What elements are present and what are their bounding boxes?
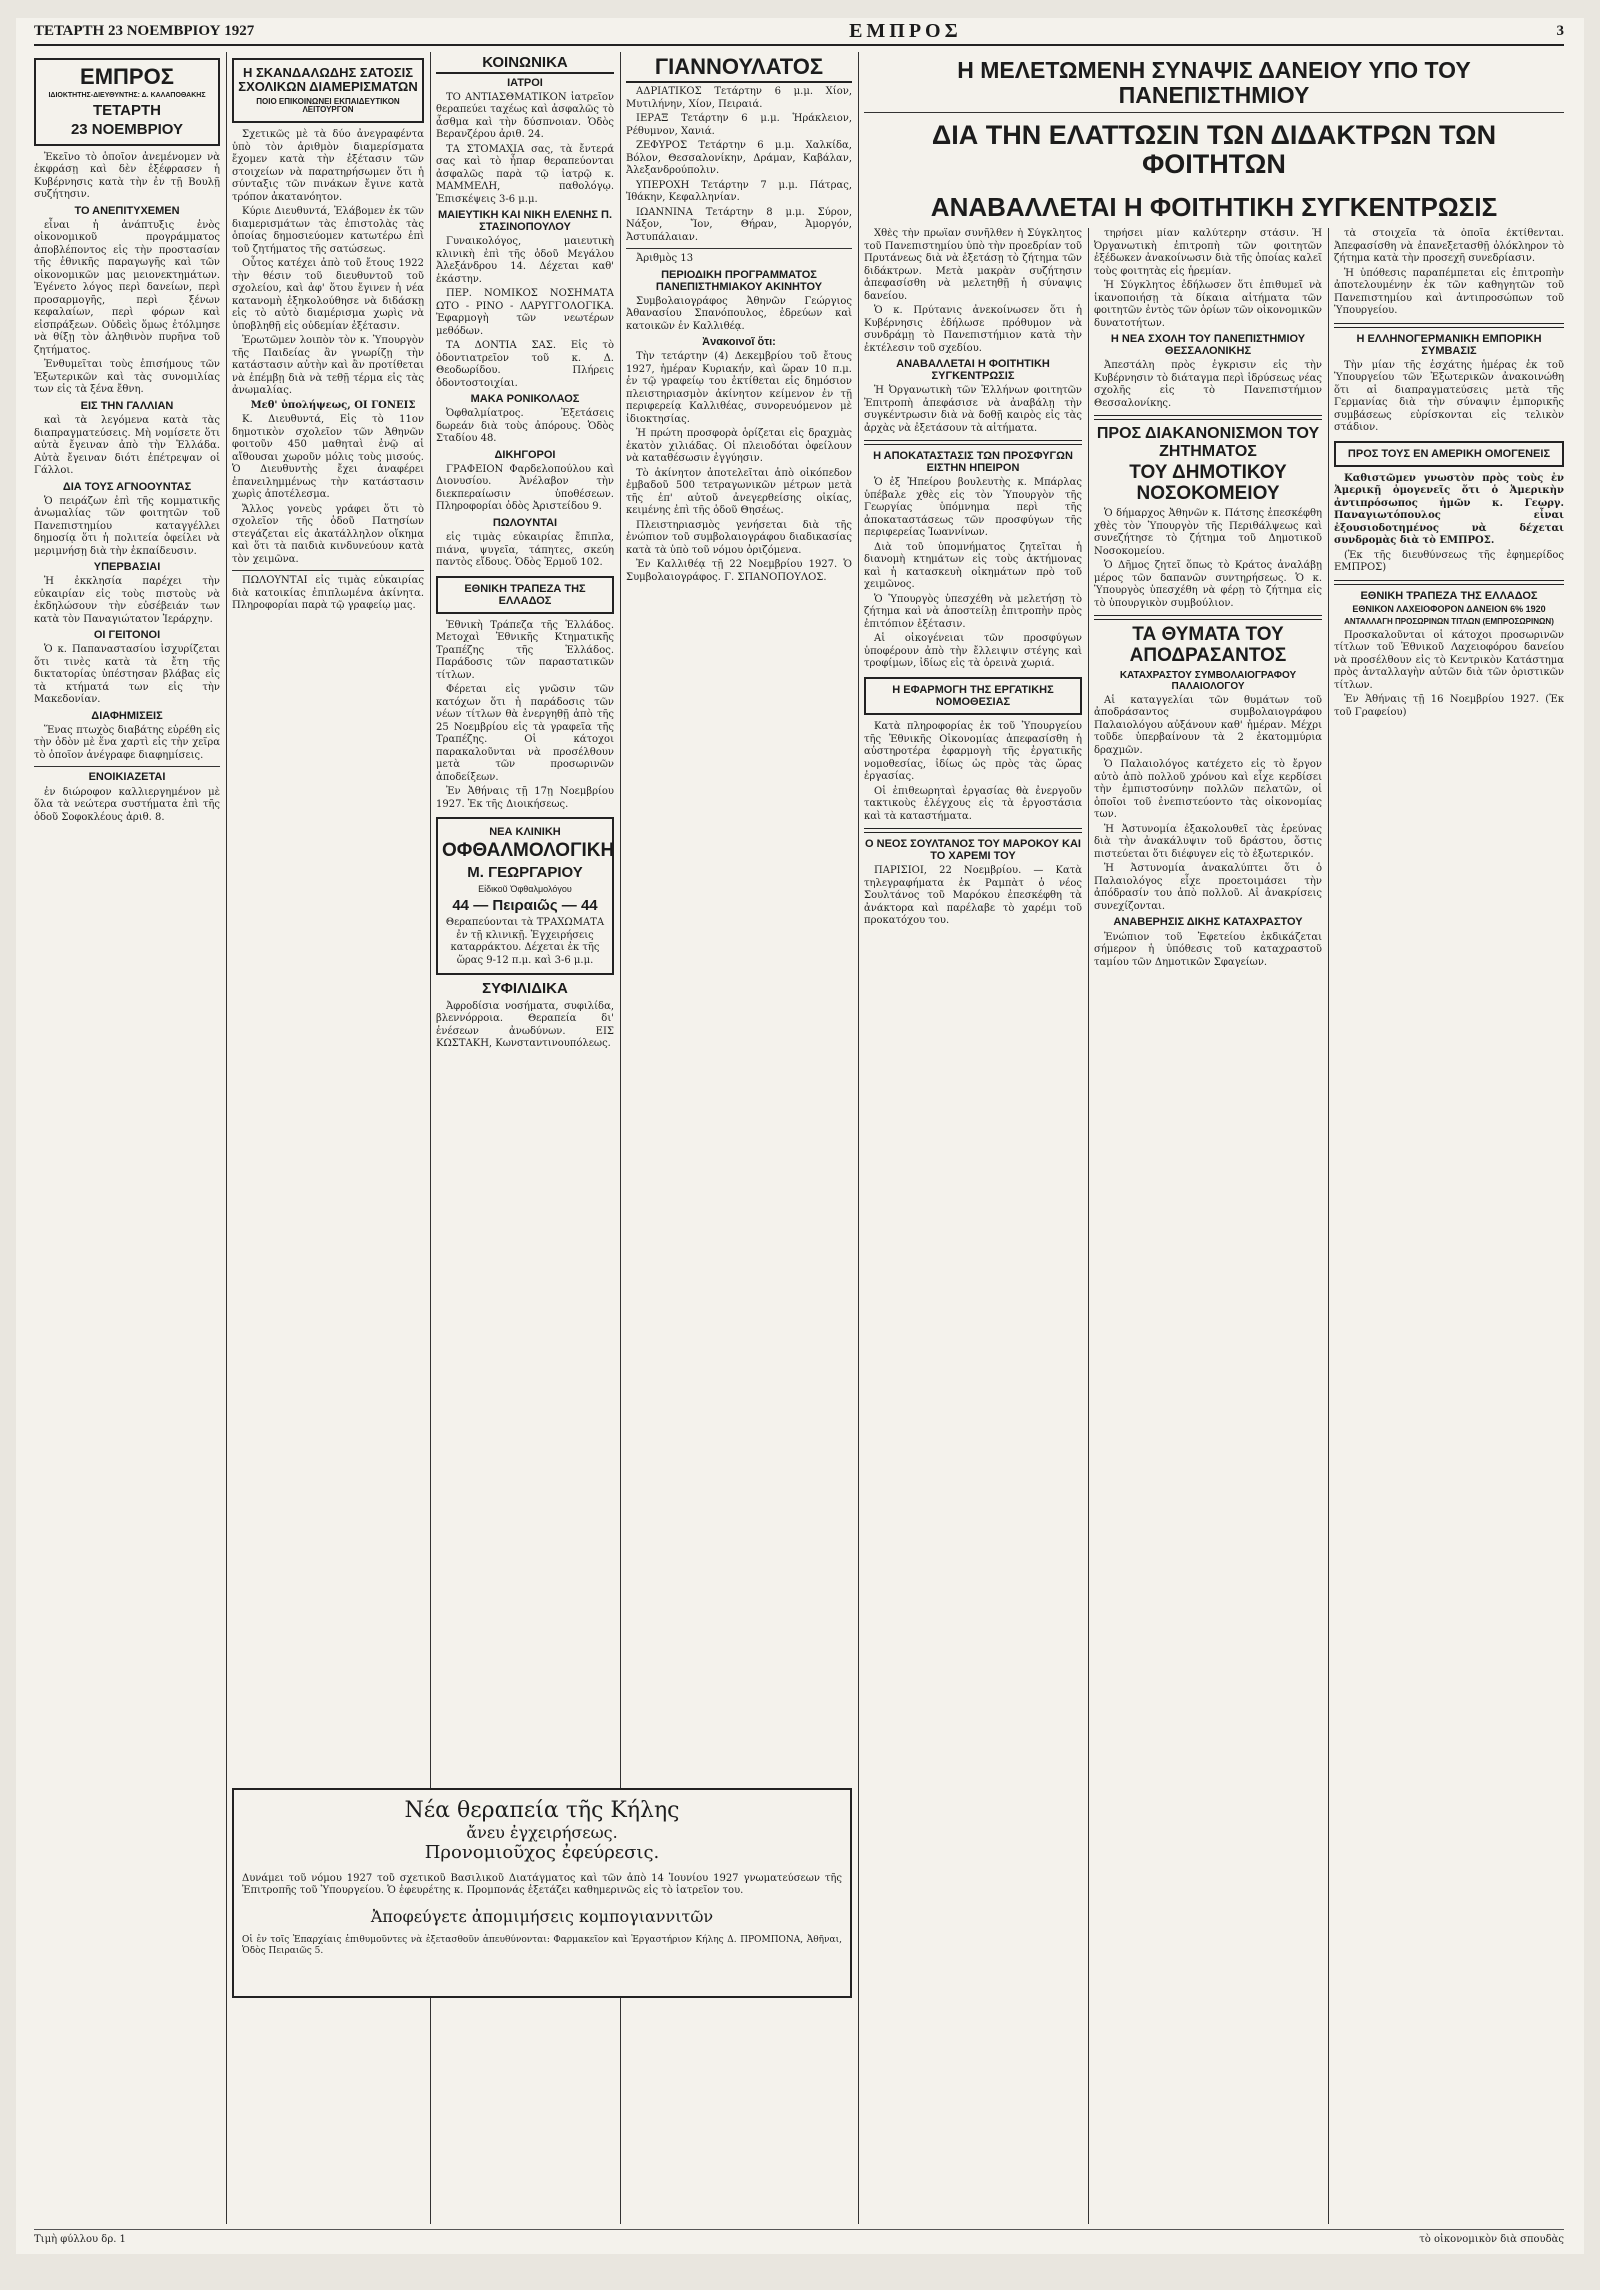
section-heading: Η ΝΕΑ ΣΧΟΛΗ ΤΟΥ ΠΑΝΕΠΙΣΤΗΜΙΟΥ ΘΕΣΣΑΛΟΝΙΚΗΣ (1110, 333, 1306, 358)
article-paragraph: Ὁ κ. Πρύτανις ἀνεκοίνωσεν ὅτι ἡ Κυβέρνησις ἐδήλωσε πρόθυμον νὰ συνδράμῃ τὸ Πανεπιστήμιον κατὰ τὴν ἐκτέλεσιν τοῦ σχεδίου. (864, 305, 1082, 354)
bank-heading: ΕΘΝΙΚΗ ΤΡΑΠΕΖΑ ΤΗΣ ΕΛΛΑΔΟΣ (1360, 589, 1538, 602)
title-box (34, 58, 220, 146)
column-rule (1088, 228, 1089, 2224)
subheadline: ΠΟΙΟ ΕΠΙΚΟΙΝΩΝΕΙ ΕΚΠΑΙΔΕΥΤΙΚΟΝ ΛΕΙΤΟΥΡΓΟΝ (256, 96, 400, 115)
ad-paragraph: ΓΡΑΦΕΙΟΝ Φαρδελοπούλου καὶ Διονυσίου. Ἀνέλαβον τὴν διεκπεραίωσιν ὑποθέσεων. Πληροφορίαι ὁδὸς Ἀριστείδου 9. (436, 463, 614, 513)
editorial-paragraph: Ὁ πειράζων ἐπὶ τῆς κομματικῆς ἀνωμαλίας τῶν φοιτητῶν τοῦ Πανεπιστημίου καταγγέλλει δημοσίᾳ ὅτι ἡ πολιτεία ὀφείλει νὰ μεριμνήσῃ διὰ τὴν ἐκπαίδευσιν. (34, 495, 220, 557)
article-paragraph: Ὁ Δῆμος ζητεῖ ὅπως τὸ Κράτος ἀναλάβῃ μέρος τῶν δαπανῶν συντηρήσεως. Ὁ κ. Ὑπουργὸς ὑπεσχέθη νὰ φέρῃ τὸ ζήτημα εἰς τὸ ὑπουργικὸν συμβούλιον. (1094, 560, 1322, 609)
bank-paragraph: Προσκαλοῦνται οἱ κάτοχοι προσωρινῶν τίτλων τοῦ Ἐθνικοῦ Λαχειοφόρου δανείου νὰ προσέλθουν εἰς τὸ Κεντρικὸν Κατάστημα πρὸς ἀνταλλαγὴν αὐτῶν διὰ τῶν ὁριστικῶν τίτλων. (1334, 629, 1564, 691)
divider (232, 570, 424, 571)
article-paragraph: Χθὲς τὴν πρωΐαν συνῆλθεν ἡ Σύγκλητος τοῦ Πανεπιστημίου ὑπὸ τὴν προεδρίαν τοῦ Πρυτάνεως διὰ νὰ ἐξετάσῃ τὸ ζήτημα τῶν διδάκτρων. Μετὰ μακρὰν συζήτησιν ἀπεφασίσθη νὰ μελετηθῇ ἡ σύναψις δανείου. (864, 228, 1082, 302)
article-headline: Ο ΝΕΟΣ ΣΟΥΛΤΑΝΟΣ ΤΟΥ ΜΑΡΟΚΟΥ ΚΑΙ ΤΟ ΧΑΡΕΜΙ ΤΟΥ (865, 838, 1081, 863)
victims-headline-1: ΤΑ ΘΥΜΑΤΑ ΤΟΥ ΑΠΟΔΡΑΣΑΝΤΟΣ (1129, 624, 1287, 667)
article-paragraph: Ὁ Παλαιολόγος κατέχετο εἰς τὸ ἔργον αὐτὸ ἀπὸ πολλοῦ χρόνου καὶ εἶχε κερδίσει τὴν ἐμπιστοσύνην πολλῶν πελατῶν, οἱ ὁποῖοι τοῦ ἐνεπιστεύοντο τὰς οἰκονομίας των. (1094, 759, 1322, 821)
article-paragraph: Ἡ Ἀστυνομία ἐξακολουθεῖ τὰς ἐρεύνας διὰ τὴν ἀνακάλυψιν τοῦ δράστου, ὅστις πιστεύεται ὅτι διέφυγεν εἰς τὸ ἐξωτερικόν. (1094, 823, 1322, 860)
bank-subheading: ΕΘΝΙΚΟΝ ΛΑΧΕΙΟΦΟΡΟΝ ΔΑΝΕΙΟΝ 6% 1920 (1352, 603, 1546, 614)
article-paragraph: Κατὰ πληροφορίας ἐκ τοῦ Ὑπουργείου τῆς Ἐθνικῆς Οἰκονομίας ἀπεφασίσθη ἡ αὐστηροτέρα ἐφαρμογὴ τῆς ἐργατικῆς νομοθεσίας, ἰδίως ὡς πρὸς τὰς ὥρας ἐργασίας. (864, 721, 1082, 783)
shipping-line: ΖΕΦΥΡΟΣ Τετάρτην 6 μ.μ. Χαλκίδα, Βόλον, Θεσσαλονίκην, Δράμαν, Καβάλαν, Ἀλεξανδρούπολιν. (626, 140, 852, 177)
section-header: ΚΟΙΝΩΝΙΚΑ (436, 55, 614, 74)
column-rule (1328, 228, 1329, 2224)
column-editorial (34, 52, 220, 2224)
editorial-paragraph: Ἕνας πτωχὸς διαβάτης εὑρέθη εἰς τὴν ὁδὸν μὲ ἕνα χαρτὶ εἰς τὴν χεῖρα τὸ ὁποῖον ἀνέγραφε διαφημίσεις. (34, 724, 220, 761)
shipping-line: ΙΩΑΝΝΙΝΑ Τετάρτην 8 μ.μ. Σύρον, Νάξον, Ἴον, Θήραν, Ἀμοργόν, Ἀστυπάλαιαν. (626, 206, 852, 243)
article-paragraph: Ἐρωτῶμεν λοιπὸν τὸν κ. Ὑπουργὸν τῆς Παιδείας ἂν γνωρίζῃ τὴν κατάστασιν αὐτὴν καὶ ἂν προτίθεται νὰ ἐπέμβῃ διὰ νὰ τεθῇ τέρμα εἰς τὰς ἀνωμαλίας. (232, 335, 424, 397)
divider (864, 828, 1082, 833)
lead-headline-3: ΑΝΑΒΑΛΛΕΤΑΙ Η ΦΟΙΤΗΤΙΚΗ ΣΥΓΚΕΝΤΡΩΣΙΣ (864, 188, 1564, 222)
article-paragraph: Ἡ Ὀργανωτικὴ τῶν Ἑλλήνων φοιτητῶν Ἐπιτροπὴ ἀπεφάσισε νὰ ἀναβάλῃ τὴν συγκέντρωσιν διὰ νὰ δοθῇ καιρὸς εἰς τὰς ἀρχὰς νὰ ἐξετάσουν τὰ αἰτήματα. (864, 385, 1082, 434)
lead-headline-2: ΔΙΑ ΤΗΝ ΕΛΑΤΤΩΣΙΝ ΤΩΝ ΔΙΔΑΚΤΡΩΝ ΤΩΝ ΦΟΙΤΗΤΩΝ (931, 119, 1497, 180)
america-heading-box (1334, 441, 1564, 467)
hernia-ad-body: Δυνάμει τοῦ νόμου 1927 τοῦ σχετικοῦ Βασιλικοῦ Διατάγματος καὶ τῶν ἀπὸ 14 Ἰουνίου 1927 γνωματεύσεων τῆς Ἐπιτροπῆς τοῦ Ὑπουργείου. Ὁ ἐφευρέτης κ. Προμπονάς ἐξετάζει καθημερινῶς εἰς τὸ ἰατρεῖον του. (242, 1873, 842, 1896)
article-paragraph: Αἱ οἰκογένειαι τῶν προσφύγων ὑποφέρουν ἀπὸ τὴν ἔλλειψιν στέγης καὶ τροφίμων, ἰδίως εἰς τὰ ὀρεινὰ χωριά. (864, 633, 1082, 670)
editorial-paragraph: Ἡ ἐκκλησία παρέχει τὴν εὐκαιρίαν εἰς τοὺς πιστοὺς νὰ ἐκδηλώσουν τὴν εὐσέβειάν των κατὰ τὸν Παναγιώτατον Ἱεράρχην. (34, 576, 220, 625)
notice-paragraph: Ἐν Καλλιθέᾳ τῇ 22 Νοεμβρίου 1927. Ὁ Συμβολαιογράφος. Γ. ΣΠΑΝΟΠΟΥΛΟΣ. (626, 559, 852, 583)
section-heading: ΤΟ ΑΝΕΠΙΤΥΧΕΜΕΝ (74, 204, 180, 217)
shipping-line: ΥΠΕΡΟΧΗ Τετάρτην 7 μ.μ. Πάτρας, Ἰθάκην, Κεφαλληνίαν. (626, 179, 852, 204)
clinic-ad-box (436, 817, 614, 975)
victims-headline-2: ΚΑΤΑΧΡΑΣΤΟΥ ΣΥΜΒΟΛΑΙΟΓΡΑΦΟΥ ΠΑΛΑΙΟΛΟΓΟΥ (1119, 669, 1297, 692)
date-line: ΤΕΤΑΡΤΗ 23 ΝΟΕΜΒΡΙΟΥ 1927 (34, 22, 255, 39)
article-paragraph: Ἡ Σύγκλητος ἐδήλωσεν ὅτι ἐπιθυμεῖ νὰ ἱκανοποιήσῃ τὰ δίκαια αἰτήματα τῶν φοιτητῶν ἐντὸς τῶν ὁρίων τῶν οἰκονομικῶν δυνατοτήτων. (1094, 280, 1322, 329)
ad-paragraph: Ὀφθαλμίατρος. Ἐξετάσεις δωρεάν διὰ τοὺς ἀπόρους. Ὁδὸς Σταδίου 48. (436, 408, 614, 445)
divider (1094, 615, 1322, 620)
newspaper-page (16, 18, 1584, 2254)
hernia-ad-address: Οἱ ἐν τοῖς Ἐπαρχίαις ἐπιθυμοῦντες νὰ ἐξετασθοῦν ἀπευθύνονται: Φαρμακεῖον καὶ Ἐργαστήριον Κήλης Δ. ΠΡΟΜΠΟΝΑ, Ἀθῆναι, Ὁδὸς Πειραιῶς 5. (242, 1935, 842, 1956)
editorial-paragraph: εἶναι ἡ ἀνάπτυξις ἑνὸς οἰκονομικοῦ προγράμματος ἀποβλέποντος εἰς τὴν προστασίαν τῆς ἐθνικῆς παραγωγῆς καὶ τῶν οἰκονομικῶν μας μειονεκτημάτων. Ἐγένετο λόγος περὶ δανείων, περὶ προσαρμογῆς, περὶ ξένων κεφαλαίων, περὶ φόρων καὶ εἰσπράξεων. Οὐδεὶς ὅμως ἐτόλμησε νὰ θίξῃ τὸν ἀληθινὸν πυρῆνα τοῦ ζητήματος. (34, 219, 220, 356)
article-paragraph: (Ἐκ τῆς διευθύνσεως τῆς ἐφημερίδος ΕΜΠΡΟΣ) (1334, 549, 1564, 574)
notice-paragraph: Συμβολαιογράφος Ἀθηνῶν Γεώργιος Ἀθανασίου Σπανόπουλος, ἐδρεύων καὶ κατοικῶν ἐν Καλλιθέᾳ. (626, 295, 852, 332)
ad-paragraph: ΤΑ ΣΤΟΜΑΧΙΑ σας, τὰ ἔντερά σας καὶ τὸ ἧπαρ θεραπεύονται ἀσφαλῶς παρὰ τῷ ἰατρῷ κ. ΜΑΜΜΕΛΗ, παθολόγῳ. Ἐπισκέψεις 3-6 μ.μ. (436, 143, 614, 205)
shipping-header: ΓΙΑΝΝΟΥΛΑΤΟΣ (626, 55, 852, 83)
bank-subheading-2: ΑΝΤΑΛΛΑΓΗ ΠΡΟΣΩΡΙΝΩΝ ΤΙΤΛΩΝ (ΕΜΠΡΟΣΩΡΙΝΩΝ) (1344, 616, 1554, 626)
divider (626, 248, 852, 249)
divider (1094, 415, 1322, 420)
section-heading: ΟΙ ΓΕΙΤΟΝΟΙ (93, 629, 161, 642)
ad-paragraph: Γυναικολόγος, μαιευτικὴ κλινικὴ ἐπὶ τῆς ὁδοῦ Μεγάλου Ἀλεξάνδρου 14. Δέχεται καθ' ἑκάστην. (436, 236, 614, 285)
paper-name: ΕΜΠΡΟΣ (849, 19, 962, 42)
column-hospital (1094, 228, 1322, 2224)
section-heading: ΕΝΟΙΚΙΑΖΕΤΑΙ (88, 771, 166, 784)
bank-paragraph: Ἐθνικὴ Τράπεζα τῆς Ἑλλάδος. Μετοχαὶ Ἐθνικῆς Κτηματικῆς Τραπέζης τῆς Ἑλλάδος. Παράδοσις τῶν παραστατικῶν τίτλων. (436, 619, 614, 681)
bank-heading-box (436, 576, 614, 614)
section-heading: ΑΝΑΒΕΡΗΣΙΣ ΔΙΚΗΣ ΚΑΤΑΧΡΑΣΤΟΥ (1113, 916, 1303, 929)
ad-paragraph: ΤΟ ΑΝΤΙΑΣΘΜΑΤΙΚΟΝ ἰατρεῖον θεραπεύει ταχέως καὶ ἀσφαλῶς τὸ ἆσθμα καὶ τὴν δύσπνοιαν. Ὁδὸς Βερανζέρου ἀριθ. 24. (436, 91, 614, 141)
article-paragraph: ΠΑΡΙΣΙΟΙ, 22 Νοεμβρίου. — Κατὰ τηλεγραφήματα ἐκ Ραμπὰτ ὁ νέος Σουλτάνος τοῦ Μαρόκου ἐπεσκέφθη τὰ ἀνάκτορα καὶ παρέλαβε τὸ χαρέμι τοῦ προκατόχου του. (864, 865, 1082, 927)
article-paragraph: Διὰ τοῦ ὑπομνήματος ζητεῖται ἡ διανομὴ κτημάτων εἰς τοὺς ἀκτήμονας καὶ ἡ κατασκευὴ οἰκημάτων πρὸ τοῦ χειμῶνος. (864, 541, 1082, 591)
bank-heading: ΕΘΝΙΚΗ ΤΡΑΠΕΖΑ ΤΗΣ ΕΛΛΑΔΟΣ (464, 582, 586, 607)
notice-paragraph: Τὴν τετάρτην (4) Δεκεμβρίου τοῦ ἔτους 1927, ἡμέραν Κυριακήν, καὶ ὥραν 10 π.μ. ἐν τῷ γραφείῳ του ἐκτίθεται εἰς δημόσιον πλειστηριασμὸν ἀκίνητον κείμενον ἐν τῇ περιφερείᾳ Καλλιθέας, συνορευόμενον μὲ ἰδιοκτησίας. (626, 351, 852, 425)
editor-line: ΙΔΙΟΚΤΗΤΗΣ-ΔΙΕΥΘΥΝΤΗΣ: Δ. ΚΑΛΑΠΟΘΑΚΗΣ (48, 92, 206, 100)
headline: Η ΣΚΑΝΔΑΛΩΔΗΣ ΣΑΤΟΣΙΣ ΣΧΟΛΙΚΩΝ ΔΙΑΜΕΡΙΣΜΑΤΩΝ (238, 65, 418, 95)
article-paragraph: Σχετικῶς μὲ τὰ δύο ἀνεγραφέντα ὑπὸ τὸν ἀριθμὸν διαμερίσματα ἔχομεν κατὰ τὴν ἐξέτασιν τῶν στοιχείων νὰ παρατηρήσωμεν ὅτι ἡ σύνταξις τῶν πινάκων ἔγινε κατὰ τρόπον ἀκατανόητον. (232, 129, 424, 203)
headline-box (232, 58, 424, 123)
article-headline: Η ΑΠΟΚΑΤΑΣΤΑΣΙΣ ΤΩΝ ΠΡΟΣΦΥΓΩΝ ΕΙΣΤΗΝ ΗΠΕΙΡΟΝ (873, 450, 1073, 475)
clinic-specialty: Εἰδικοῦ Ὀφθαλμολόγου (478, 883, 572, 894)
article-paragraph: τηρήσει μίαν καλύτερην στάσιν. Ἡ Ὀργανωτικὴ ἐπιτροπὴ τῶν φοιτητῶν ἐξέδωκεν ἀνακοίνωσιν διὰ τῆς ὁποίας καλεῖ τοὺς φοιτητὰς εἰς ἡρεμίαν. (1094, 228, 1322, 277)
footer-right: τὸ οἰκονομικὸν διὰ σπουδὰς (1419, 2233, 1564, 2245)
clinic-line: ΝΕΑ ΚΛΙΝΙΚΗ (489, 826, 561, 839)
divider (1334, 323, 1564, 328)
notice-paragraph: Πλειστηριασμὸς γενήσεται διὰ τῆς ἐνώπιον τοῦ συμβολαιογράφου διαδικασίας κατὰ τὰ ὑπὸ τοῦ νόμου ὁριζόμενα. (626, 519, 852, 556)
editorial-paragraph: καὶ τὰ λεγόμενα κατὰ τὰς διαπραγματεύσεις. Μὴ νομίσετε ὅτι αὐτὰ ἔγειναν ἀπὸ τὴν Ἑλλάδα. Αὐτὰ ἔγειναν διότι ἐπέτρεψαν οἱ Γάλλοι. (34, 415, 220, 477)
article-paragraph: Κ. Διευθυντά, Εἰς τὸ 11ον δημοτικὸν σχολεῖον τῶν Ἀθηνῶν φοιτοῦν 450 μαθηταὶ ἐνῷ αἱ αἴθουσαι χωροῦν μόλις τοὺς μισούς. Ὁ Διευθυντὴς ἔχει ἀναφέρει ἐπανειλημμένως τὴν κατάστασιν χωρὶς ἀποτέλεσμα. (232, 414, 424, 501)
ad-paragraph: Ἀφροδίσια νοσήματα, συφιλίδα, βλεννόρροια. Θεραπεία δι' ἐνέσεων ἀνωδύνων. ΕΙΣ ΚΩΣΤΑΚΗ, Κωνσταντινουπόλεως. (436, 1000, 614, 1050)
article-headline: Η ΕΦΑΡΜΟΓΗ ΤΗΣ ΕΡΓΑΤΙΚΗΣ ΝΟΜΟΘΕΣΙΑΣ (892, 683, 1054, 708)
column-rule (226, 52, 227, 2224)
section-heading: ΑΝΑΒΑΛΛΕΤΑΙ Η ΦΟΙΤΗΤΙΚΗ ΣΥΓΚΕΝΤΡΩΣΙΣ (896, 358, 1050, 383)
article-headline: Η ΕΛΛΗΝΟΓΕΡΜΑΝΙΚΗ ΕΜΠΟΡΙΚΗ ΣΥΜΒΑΣΙΣ (1356, 332, 1542, 357)
article-paragraph: Κύριε Διευθυντά, Ἐλάβομεν ἐκ τῶν διαμερισμάτων τὰς ἐπιστολὰς τὰς ὁποίας δημοσιεύομεν κατωτέρω ἐπὶ τοῦ ζητήματος τῆς σατώσεως. (232, 206, 424, 255)
ad-paragraph: εἰς τιμὰς εὐκαιρίας ἔπιπλα, πιάνα, ψυγεῖα, τάπητες, σκεύη παντὸς εἴδους. Ὁδὸς Ἑρμοῦ 102. (436, 532, 614, 569)
ad-heading: ΜΑΚΑ ΡΟΝΙΚΟΛΑΟΣ (470, 393, 580, 406)
section-heading: ΔΙΑ ΤΟΥΣ ΑΓΝΟΟΥΝΤΑΣ (62, 480, 192, 493)
notice-paragraph: ΠΩΛΟΥΝΤΑΙ εἰς τιμὰς εὐκαιρίας διὰ κατοικίας ἐπιπλωμένα ἀκίνητα. Πληροφορίαι παρὰ τῷ γραφείῳ μας. (232, 575, 424, 612)
subsection-heading: ΙΑΤΡΟΙ (507, 76, 543, 89)
article-headline: ΠΡΟΣ ΤΟΥΣ ΕΝ ΑΜΕΡΙΚΗ ΟΜΟΓΕΝΕΙΣ (1347, 447, 1551, 460)
editorial-paragraph: Ὁ κ. Παπαναστασίου ἰσχυρίζεται ὅτι τινὲς κατὰ τὰ ἔτη τῆς δικτατορίας ὑπέστησαν βλάβας εἰς τὰ κτήματά των εἰς τὴν Μακεδονίαν. (34, 644, 220, 706)
lead-story-banner (864, 52, 1564, 222)
masthead (34, 18, 1564, 46)
hernia-ad-subtitle: ἄνευ ἐγχειρήσεως. (466, 1823, 618, 1842)
hernia-ad-warning: Ἀποφεύγετε ἀπομιμήσεις κομπογιαννιτῶν (370, 1907, 714, 1926)
syph-heading: ΣΥΦΙΛΙΔΙΚΑ (482, 980, 568, 998)
hospital-headline-1: ΠΡΟΣ ΔΙΑΚΑΝΟΝΙΣΜΟΝ ΤΟΥ ΖΗΤΗΜΑΤΟΣ (1096, 425, 1320, 460)
ad-heading: ΠΩΛΟΥΝΤΑΙ (492, 516, 558, 529)
clinic-address: 44 — Πειραιῶς — 44 (452, 896, 598, 914)
article-paragraph: Οὗτος κατέχει ἀπὸ τοῦ ἔτους 1922 τὴν θέσιν τοῦ διευθυντοῦ τοῦ σχολείου, καὶ ἀφ' ὅτου ἔγινεν ἡ νέα κατανομὴ ἐξηκολούθησε νὰ διδάσκῃ εἰς τὸ αὐτὸ διαμέρισμα χωρὶς νὰ ὑποβληθῇ εἰς οὐδεμίαν ἐξέτασιν. (232, 258, 424, 332)
notice-number: Ἀριθμὸς 13 (636, 253, 694, 265)
labour-heading-box (864, 677, 1082, 715)
day-heading: ΤΕΤΑΡΤΗ (92, 101, 162, 119)
shipping-line: ΑΔΡΙΑΤΙΚΟΣ Τετάρτην 6 μ.μ. Χίον, Μυτιλήνην, Χίον, Πειραιά. (626, 86, 852, 110)
column-commerce (1334, 228, 1564, 2224)
bank-paragraph: Ἐν Ἀθήναις τῇ 16 Νοεμβρίου 1927. (Ἐκ τοῦ Γραφείου) (1334, 694, 1564, 718)
signature: Μεθ' ὑπολήψεως, ΟΙ ΓΟΝΕΙΣ (250, 399, 416, 411)
clinic-title: ΟΦΘΑΛΜΟΛΟΓΙΚΗ (442, 840, 614, 862)
article-paragraph: Ἐνώπιον τοῦ Ἐφετείου ἐκδικάζεται σήμερον ἡ ὑπόθεσις τοῦ καταχραστοῦ ταμίου τῶν Δημοτικῶν Σφαγείων. (1094, 931, 1322, 968)
article-paragraph: Ὁ Ὑπουργὸς ὑπεσχέθη νὰ μελετήσῃ τὸ ζήτημα καὶ νὰ ἀποστείλῃ ἐπιτροπὴν πρὸς ἐπιτόπιον ἐξέτασιν. (864, 593, 1082, 630)
hospital-headline-2: ΤΟΥ ΔΗΜΟΤΙΚΟΥ ΝΟΣΟΚΟΜΕΙΟΥ (1129, 462, 1287, 505)
notice-paragraph: Ἡ πρώτη προσφορὰ ὁρίζεται εἰς δραχμὰς ἑκατὸν χιλιάδας. Οἱ πλειοδόται ὀφείλουν νὰ καταθέσωσιν ἐγγύησιν. (626, 428, 852, 465)
lead-headline-1: Η ΜΕΛΕΤΩΜΕΝΗ ΣΥΝΑΨΙΣ ΔΑΝΕΙΟΥ ΥΠΟ ΤΟΥ ΠΑΝΕΠΙΣΤΗΜΙΟΥ (864, 55, 1564, 113)
editorial-paragraph: Ἐνθυμεῖται τοὺς ἐπισήμους τῶν Ἐξωτερικῶν καὶ τὰς συνομιλίας των εἰς τὰ ξένα ἔθνη. (34, 359, 220, 396)
section-heading: ΕΙΣ ΤΗΝ ΓΑΛΛΙΑΝ (80, 399, 174, 412)
ad-paragraph: ΤΑ ΔΟΝΤΙΑ ΣΑΣ. Εἰς τὸ ὀδοντιατρεῖον τοῦ κ. Δ. Θεοδωρίδου. Πλήρεις ὀδοντοστοιχίαι. (436, 340, 614, 389)
hernia-ad-tagline: Προνομιοῦχος ἐφεύρεσις. (424, 1842, 660, 1863)
date-heading: 23 ΝΟΕΜΒΡΙΟΥ (70, 121, 184, 139)
footer-strip (34, 2229, 1564, 2248)
column-rule (858, 52, 859, 2224)
divider (1334, 580, 1564, 585)
divider (864, 440, 1082, 445)
bank-paragraph: Ἐν Ἀθήναις τῇ 17ῃ Νοεμβρίου 1927. Ἐκ τῆς Διοικήσεως. (436, 786, 614, 810)
hernia-ad-box (232, 1788, 852, 1998)
editorial-paragraph: Ἐκεῖνο τὸ ὁποῖον ἀνεμένομεν νὰ ἐκφράσῃ καὶ δὲν ἐξέφρασεν ἡ Κυβέρνησις κατὰ τὴν ἐν τῇ Βουλῇ συζήτησιν. (34, 151, 220, 201)
article-paragraph: Τὴν μίαν τῆς ἐσχάτης ἡμέρας ἐκ τοῦ Ὑπουργείου τῶν Ἐξωτερικῶν ἀνακοινώθη ὅτι αἱ διαπραγματεύσεις μετὰ τῆς Γερμανίας διὰ τὴν σύναψιν ἐμπορικῆς συμβάσεως εὑρίσκονται εἰς τελικὸν στάδιον. (1334, 359, 1564, 434)
page-number: 3 (1556, 22, 1564, 39)
subsection-heading: ΔΙΚΗΓΟΡΟΙ (494, 448, 556, 461)
article-paragraph: Αἱ καταγγελίαι τῶν θυμάτων τοῦ ἀποδράσαντος συμβολαιογράφου Παλαιολόγου αὐξάνουν καθ' ἡμέραν. Μέχρι τοῦδε ὑπερβαίνουν τὰ 2 ἑκατομμύρια δραχμῶν. (1094, 694, 1322, 756)
ad-paragraph: ΠΕΡ. ΝΟΜΙΚΟΣ ΝΟΣΗΜΑΤΑ ΩΤΟ - ΡΙΝΟ - ΛΑΡΥΓΓΟΛΟΓΙΚΑ. Ἐφαρμογὴ τῶν νεωτέρων μεθόδων. (436, 288, 614, 337)
hernia-ad-title: Νέα θεραπεία τῆς Κήλης (404, 1798, 680, 1823)
section-heading: ΔΙΑΦΗΜΙΣΕΙΣ (91, 709, 163, 722)
section-heading: ΥΠΕΡΒΑΣΙΑΙ (93, 561, 161, 574)
article-paragraph: Οἱ ἐπιθεωρηταὶ ἐργασίας θὰ ἐνεργοῦν τακτικοὺς ἐλέγχους εἰς τὰ ἐργοστάσια καὶ τὰ καταστήματα. (864, 785, 1082, 822)
notice-heading: ΠΕΡΙΟΔΙΚΗ ΠΡΟΓΡΑΜΜΑΤΟΣ ΠΑΝΕΠΙΣΤΗΜΙΑΚΟΥ ΑΚΙΝΗΤΟΥ (655, 268, 823, 293)
article-paragraph: Ἄλλος γονεὺς γράφει ὅτι τὸ σχολεῖον τῆς ὁδοῦ Πατησίων στεγάζεται εἰς ἀκατάλληλον οἴκημα καὶ ὅτι τὰ παιδιὰ κινδυνεύουν κατὰ τὸν χειμῶνα. (232, 503, 424, 565)
clinic-body: Θεραπεύονται τὰ ΤΡΑΧΩΜΑΤΑ ἐν τῇ κλινικῇ. Ἐγχειρήσεις καταρράκτου. Δέχεται ἐκ τῆς ὥρας 9-12 π.μ. καὶ 3-6 μ.μ. (445, 917, 605, 966)
notice-paragraph: Τὸ ἀκίνητον ἀποτελεῖται ἀπὸ οἰκόπεδον ἐμβαδοῦ 500 τετραγωνικῶν μέτρων μετὰ τῆς ἐπ' αὐτοῦ ἀνεγερθείσης οἰκίας, κειμένης ἐπὶ τῆς ὁδοῦ Θησέως. (626, 467, 852, 517)
notice-subheading: Ἀνακοινοῖ ὅτι: (702, 336, 776, 349)
footer-left: Τιμὴ φύλλου δρ. 1 (34, 2233, 126, 2245)
article-paragraph: Ἡ ὑπόθεσις παραπέμπεται εἰς ἐπιτροπὴν ἀποτελουμένην ἐκ τῶν καθηγητῶν τοῦ Πανεπιστημίου καὶ ἀντιπροσώπων τοῦ Ὑπουργείου. (1334, 267, 1564, 316)
article-paragraph: Καθιστῶμεν γνωστὸν πρὸς τοὺς ἐν Ἀμερικῇ ὁμογενεῖς ὅτι ὁ Ἀμερικὴν ἀντιπρόσωπος ἡμῶν κ. Γεωργ. Παναγιωτόπουλος εἶναι ἐξουσιοδοτημένος νὰ δέχεται συνδρομὰς διὰ τὸ ΕΜΠΡΟΣ. (1334, 472, 1564, 547)
classified-paragraph: ἐν διώροφον καλλιεργημένον μὲ ὅλα τὰ νεώτερα συστήματα ἐπὶ τῆς ὁδοῦ Σοφοκλέους ἀριθ. 8. (34, 786, 220, 823)
article-paragraph: Ὁ ἐξ Ἠπείρου βουλευτὴς κ. Μπάρλας ὑπέβαλε χθὲς εἰς τὸν Ὑπουργὸν τῆς Γεωργίας ὑπόμνημα περὶ τῆς ἀποκαταστάσεως τῶν προσφύγων τῆς περιφερείας Ἰωαννίνων. (864, 477, 1082, 539)
column-title: ΕΜΠΡΟΣ (80, 64, 174, 89)
article-paragraph: τὰ στοιχεῖα τὰ ὁποῖα ἐκτίθενται. Ἀπεφασίσθη νὰ ἐπανεξετασθῇ ὁλόκληρον τὸ ζήτημα κατὰ τὴν προσεχῆ συνεδρίασιν. (1334, 228, 1564, 264)
clinic-doctor: Μ. ΓΕΩΡΓΑΡΙΟΥ (467, 864, 583, 882)
shipping-line: ΙΕΡΑΞ Τετάρτην 6 μ.μ. Ἡράκλειον, Ρέθυμνον, Χανιά. (626, 113, 852, 137)
ad-heading: ΜΑΙΕΥΤΙΚΗ ΚΑΙ ΝΙΚΗ ΕΛΕΝΗΣ Π. ΣΤΑΣΙΝΟΠΟΥΛΟΥ (437, 209, 613, 234)
bank-paragraph: Φέρεται εἰς γνῶσιν τῶν κατόχων ὅτι ἡ παράδοσις τῶν νέων τίτλων θὰ ἐνεργηθῇ ἀπὸ τῆς 25 Νοεμβρίου εἰς τὰ γραφεῖα τῆς Τραπέζης. Οἱ κάτοχοι παρακαλοῦνται νὰ προσέλθουν μετὰ τῶν προσωρινῶν ἀποδείξεων. (436, 684, 614, 783)
article-paragraph: Ὁ δήμαρχος Ἀθηνῶν κ. Πάτσης ἐπεσκέφθη χθὲς τὸν Ὑπουργὸν τῆς Περιθάλψεως καὶ συνεζήτησε τὸ ζήτημα τοῦ Δημοτικοῦ Νοσοκομείου. (1094, 508, 1322, 557)
divider (34, 766, 220, 767)
article-paragraph: Ἡ Ἀστυνομία ἀνακαλύπτει ὅτι ὁ Παλαιολόγος εἶχε προετοιμάσει τὴν ἀπόδρασίν του ἀπὸ πολλοῦ. Αἱ ἀνακρίσεις συνεχίζονται. (1094, 863, 1322, 912)
article-paragraph: Ἀπεστάλη πρὸς ἐγκρισιν εἰς τὴν Κυβέρνησιν τὸ διάταγμα περὶ ἱδρύσεως νέας σχολῆς εἰς τὸ Πανεπιστήμιον Θεσσαλονίκης. (1094, 360, 1322, 409)
column-university (864, 228, 1082, 2224)
